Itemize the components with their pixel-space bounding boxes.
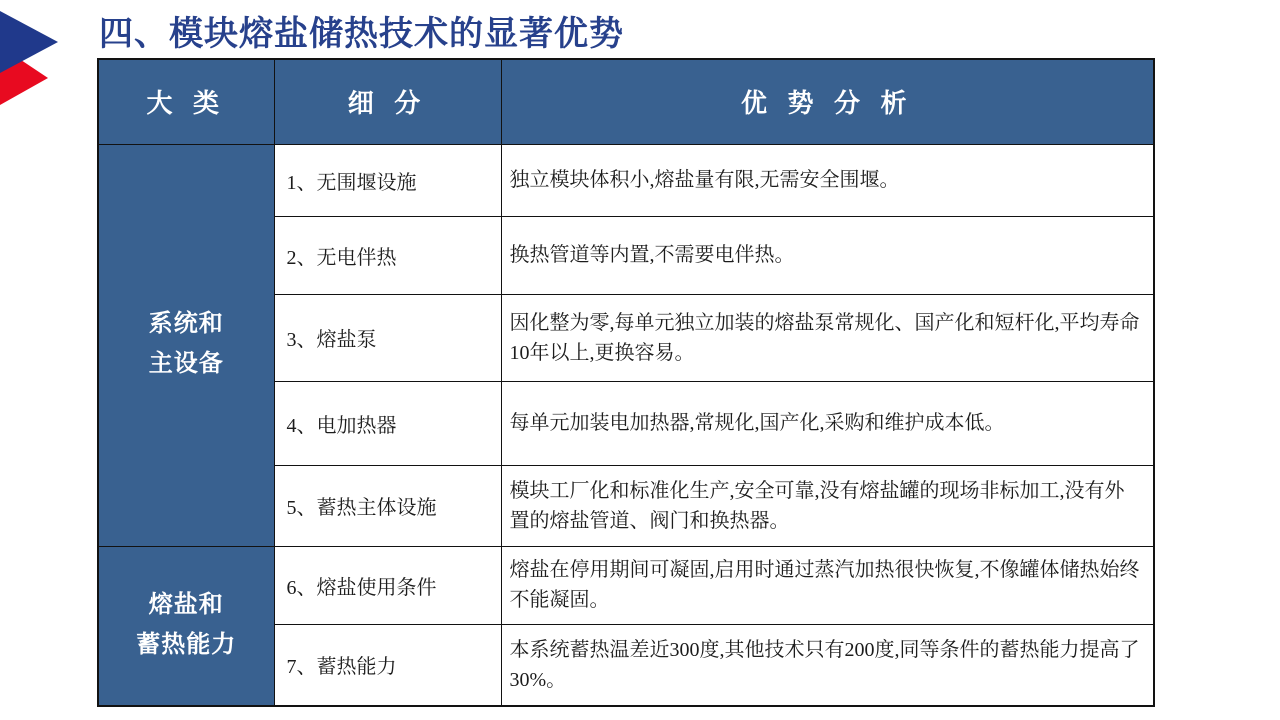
analysis-cell: 因化整为零,每单元独立加装的熔盐泵常规化、国产化和短杆化,平均寿命10年以上,更换容易。 bbox=[501, 294, 1154, 381]
table-row bbox=[98, 144, 1154, 216]
blue-triangle-icon bbox=[0, 11, 58, 73]
category-line: 系统和 bbox=[148, 311, 224, 338]
subdivision-cell: 2、无电伴热 bbox=[274, 216, 501, 294]
subdivision-cell: 5、蓄热主体设施 bbox=[274, 465, 501, 546]
analysis-cell: 换热管道等内置,不需要电伴热。 bbox=[501, 216, 1154, 294]
subdivision-cell: 1、无围堰设施 bbox=[274, 144, 501, 216]
subdivision-cell: 3、熔盐泵 bbox=[274, 294, 501, 381]
subdivision-cell: 6、熔盐使用条件 bbox=[274, 546, 501, 624]
analysis-cell: 模块工厂化和标准化生产,安全可靠,没有熔盐罐的现场非标加工,没有外置的熔盐管道、阀门和换热器。 bbox=[501, 465, 1154, 546]
analysis-cell: 独立模块体积小,熔盐量有限,无需安全围堰。 bbox=[501, 144, 1154, 216]
category-cell-molten-salt bbox=[98, 546, 274, 706]
corner-arrows-decoration bbox=[0, 8, 64, 110]
page-title: 四、模块熔盐储热技术的显著优势 bbox=[99, 16, 624, 53]
header-category: 大 类 bbox=[98, 59, 274, 144]
subdivision-cell: 7、蓄热能力 bbox=[274, 624, 501, 706]
analysis-cell: 熔盐在停用期间可凝固,启用时通过蒸汽加热很快恢复,不像罐体储热始终不能凝固。 bbox=[501, 546, 1154, 624]
analysis-cell: 每单元加装电加热器,常规化,国产化,采购和维护成本低。 bbox=[501, 381, 1154, 465]
header-subdivision: 细 分 bbox=[274, 59, 501, 144]
subdivision-cell: 4、电加热器 bbox=[274, 381, 501, 465]
category-line: 熔盐和 bbox=[148, 592, 224, 619]
table-header-row bbox=[98, 59, 1154, 144]
table-row bbox=[98, 546, 1154, 624]
analysis-cell: 本系统蓄热温差近300度,其他技术只有200度,同等条件的蓄热能力提高了30%。 bbox=[501, 624, 1154, 706]
advantages-table-container bbox=[97, 58, 1155, 707]
category-line: 蓄热能力 bbox=[136, 631, 237, 658]
advantages-table bbox=[97, 58, 1155, 707]
header-analysis: 优 势 分 析 bbox=[501, 59, 1154, 144]
category-line: 主设备 bbox=[148, 351, 224, 377]
category-cell-system bbox=[98, 144, 274, 546]
